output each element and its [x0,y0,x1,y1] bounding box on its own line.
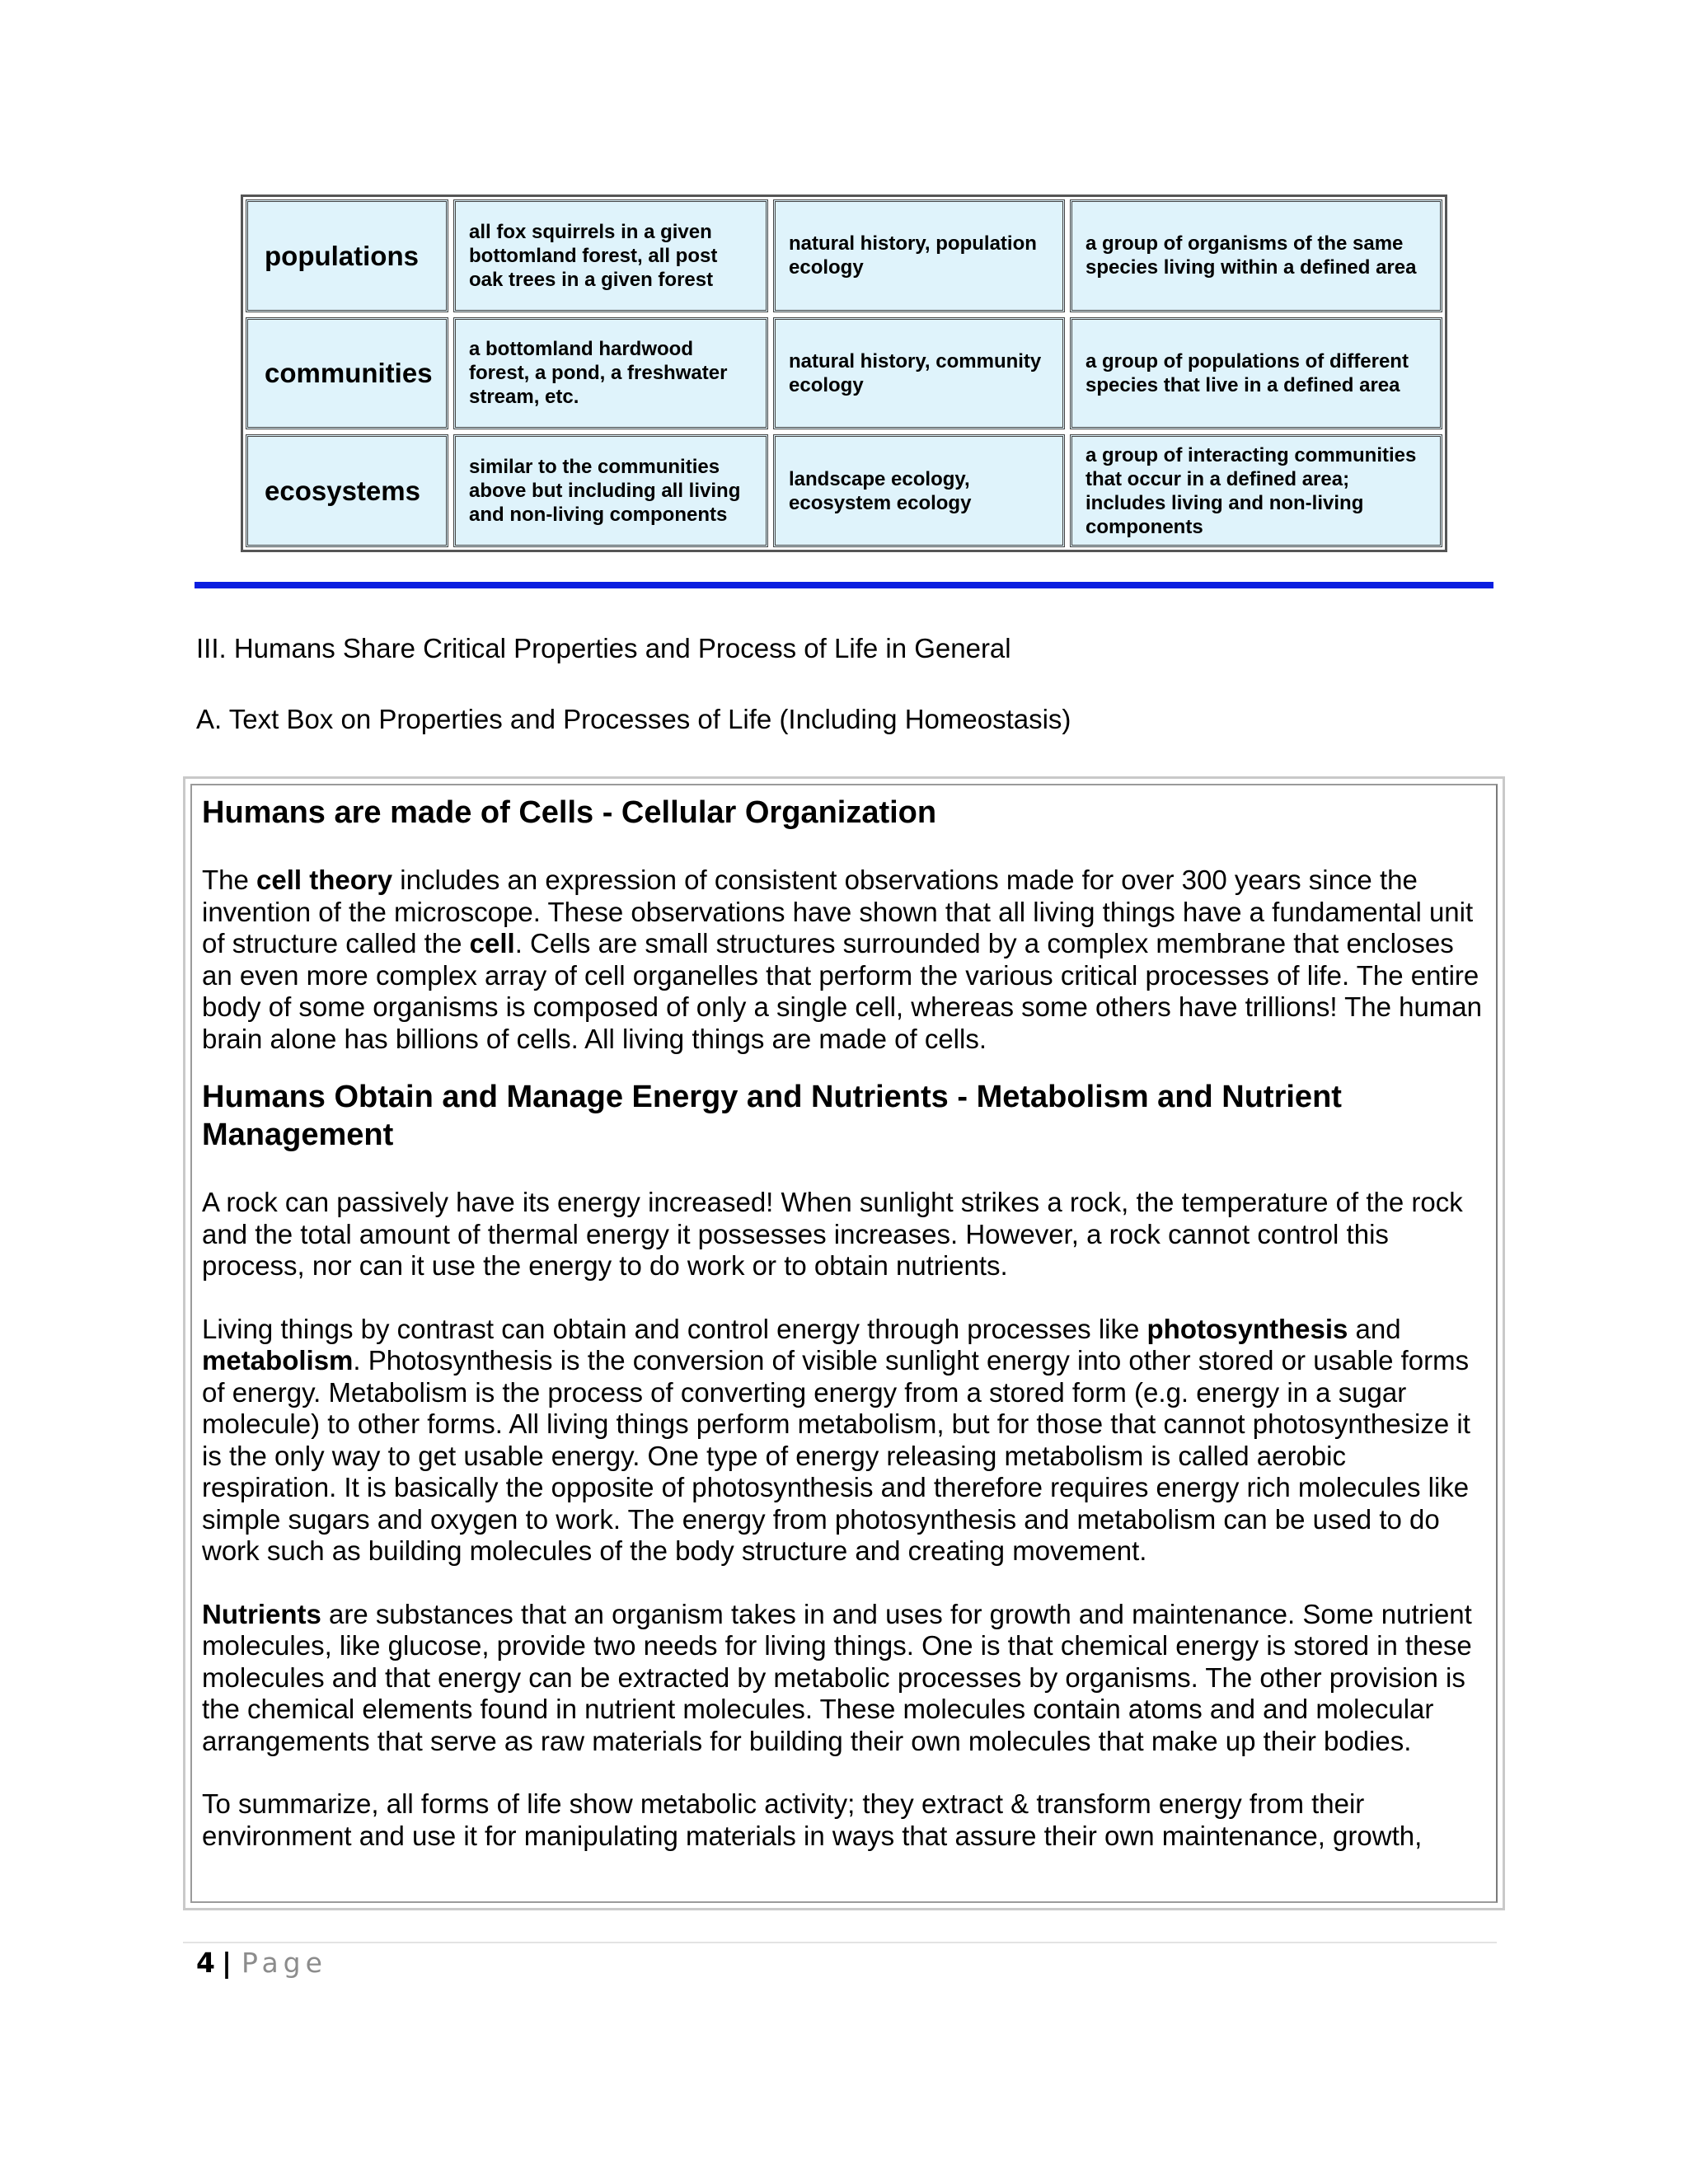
page-number: 4 [196,1947,215,1979]
properties-text-box [183,776,1505,1910]
definition-cell: a group of populations of different species that live in a defined area [1070,317,1442,430]
page-label: Page [241,1947,327,1979]
footer-rule [183,1942,1497,1943]
text-box-content[interactable] [190,784,1498,1903]
section-heading: III. Humans Share Critical Properties and Process of Life in General [196,633,1011,663]
subsection-heading: A. Text Box on Properties and Processes of Life (Including Homeostasis) [196,704,1071,734]
discipline-cell: natural history, population ecology [773,199,1065,312]
level-name-cell: communities [246,317,448,430]
discipline-cell: landscape ecology, ecosystem ecology [773,434,1065,547]
summary-paragraph: To summarize, all forms of life show metabolic activity; they extract & transform energy from their environment and use it for manipulating materials in ways that assure their own maintenance, growth, [202,1788,1423,1851]
cell-term: cell [469,928,515,958]
metabolism-term: metabolism [202,1345,354,1376]
cell-theory-term: cell theory [256,865,393,895]
table-row [246,434,1442,547]
nutrients-term: Nutrients [202,1598,321,1629]
page-separator: | [221,1947,232,1979]
blue-divider [195,582,1493,588]
level-name-cell: ecosystems [246,434,448,547]
cell-theory-paragraph: The cell theory includes an expression of consistent observations made for over 300 years since the invention of the microscope. These observations have shown that all living things have a fundamental unit of structure called the cell. Cells are small structures surrounded by a complex membrane that encloses an even more complex array of cell organelles that perform the various critical processes of life. The entire body of some organisms is composed of only a single cell, whereas some others have trillions! The human brain alone has billions of cells. All living things are made of cells. [202,865,1482,1054]
example-cell: similar to the communities above but including all living and non-living components [453,434,768,547]
nutrients-paragraph: Nutrients are substances that an organism takes in and uses for growth and maintenance. Some nutrient molecules, like glucose, provide two needs for living things. One is that chemical energy is stored in these molecules and that energy can be extracted by metabolic processes by organisms. The other provision is the chemical elements found in nutrient molecules. These molecules contain atoms and and molecular arrangements that serve as raw materials for building their own molecules that make up their bodies. [202,1598,1472,1756]
table-row [246,199,1442,312]
cells-heading: Humans are made of Cells - Cellular Organization [202,795,937,830]
definition-cell: a group of organisms of the same species living within a defined area [1070,199,1442,312]
levels-table [241,194,1447,552]
page-footer [196,1947,327,1979]
discipline-cell: natural history, community ecology [773,317,1065,430]
level-name-cell: populations [246,199,448,312]
definition-cell: a group of interacting communities that occur in a defined area; includes living and non-living components [1070,434,1442,547]
photosynthesis-paragraph: Living things by contrast can obtain and control energy through processes like photosynthesis and metabolism. Photosynthesis is the conversion of visible sunlight energy into other stored or usable forms of energy. Metabolism is the process of converting energy from a stored form (e.g. energy in a sugar molecule) to other forms. All living things perform metabolism, but for those that cannot photosynthesize it is the only way to get usable energy. One type of energy releasing metabolism is called aerobic respiration. It is basically the opposite of photosynthesis and therefore requires energy rich molecules like simple sugars and oxygen to work. The energy from photosynthesis and metabolism can be used to do work such as building molecules of the body structure and creating movement. [202,1313,1470,1566]
rock-paragraph: A rock can passively have its energy increased! When sunlight strikes a rock, the temperature of the rock and the total amount of thermal energy it possesses increases. However, a rock cannot control this process, nor can it use the energy to do work or to obtain nutrients. [202,1187,1463,1281]
example-cell: all fox squirrels in a given bottomland forest, all post oak trees in a given forest [453,199,768,312]
energy-heading: Humans Obtain and Manage Energy and Nutrients - Metabolism and Nutrient Management [202,1080,1342,1152]
photosynthesis-term: photosynthesis [1146,1313,1348,1344]
table-row [246,317,1442,430]
example-cell: a bottomland hardwood forest, a pond, a freshwater stream, etc. [453,317,768,430]
